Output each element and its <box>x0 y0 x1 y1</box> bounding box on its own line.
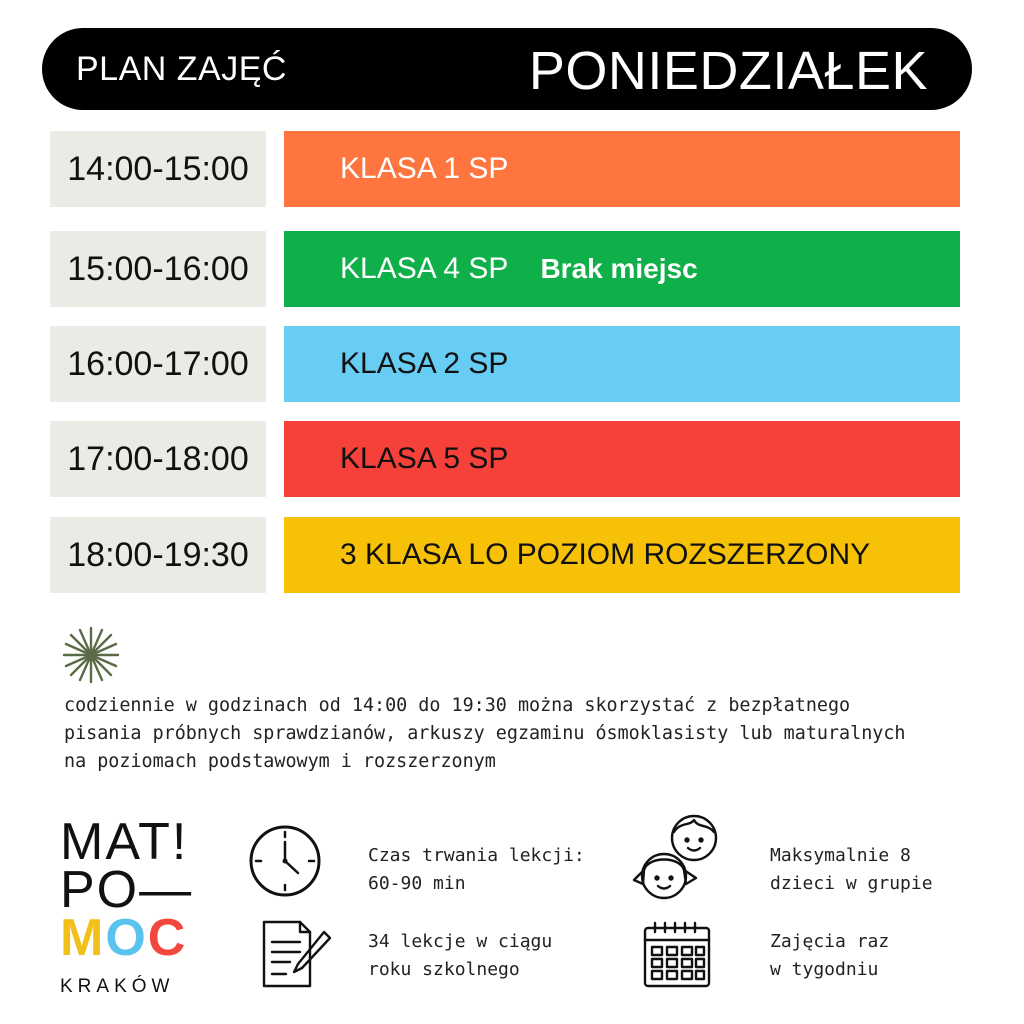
info-line: w tygodniu <box>770 959 879 980</box>
time-slot: 17:00-18:00 <box>50 421 266 497</box>
availability-note: Brak miejsc <box>540 253 698 284</box>
logo-letter: M <box>60 909 106 967</box>
note-line: codziennie w godzinach od 14:00 do 19:30 można skorzystać z bezpłatnego <box>64 695 851 716</box>
class-slot <box>284 421 960 497</box>
lessons-info <box>368 928 552 984</box>
header-bar <box>42 28 972 110</box>
note-line: pisania próbnych sprawdzianów, arkuszy egzaminu ósmoklasisty lub maturalnych <box>64 723 906 744</box>
info-line: 60-90 min <box>368 873 466 894</box>
info-line: Czas trwania lekcji: <box>368 845 585 866</box>
schedule-row <box>50 517 960 593</box>
duration-info <box>368 842 585 898</box>
logo-letter: C <box>147 909 188 967</box>
calendar-icon <box>642 920 712 990</box>
schedule-row <box>50 231 960 307</box>
class-slot <box>284 517 960 593</box>
info-line: dzieci w grupie <box>770 873 933 894</box>
class-label: KLASA 5 SP <box>340 442 509 475</box>
schedule-row <box>50 421 960 497</box>
asterisk-icon <box>62 626 120 684</box>
frequency-info <box>770 928 889 984</box>
class-label: 3 KLASA LO POZIOM ROZSZERZONY <box>340 538 871 571</box>
clock-icon <box>248 824 322 898</box>
document-pen-icon <box>258 918 334 990</box>
class-slot <box>284 326 960 402</box>
plan-title: PLAN ZAJĘĆ <box>76 50 287 88</box>
schedule-row <box>50 326 960 402</box>
time-slot: 16:00-17:00 <box>50 326 266 402</box>
info-line: Zajęcia raz <box>770 931 890 952</box>
logo-letter: O <box>105 909 148 967</box>
day-title: PONIEDZIAŁEK <box>528 41 928 101</box>
matipomoc-logo <box>60 813 200 998</box>
logo-line: MAT! <box>60 813 189 871</box>
class-label: KLASA 4 SP <box>340 252 509 285</box>
logo-line <box>60 909 200 967</box>
info-note <box>64 692 994 776</box>
logo-city: KRAKÓW <box>60 976 175 997</box>
class-label: KLASA 1 SP <box>340 152 509 185</box>
info-line: roku szkolnego <box>368 959 520 980</box>
group-info <box>770 842 933 898</box>
logo-line: PO— <box>60 861 194 919</box>
schedule-row <box>50 131 960 207</box>
class-slot <box>284 231 960 307</box>
time-slot: 15:00-16:00 <box>50 231 266 307</box>
class-slot <box>284 131 960 207</box>
info-line: Maksymalnie 8 <box>770 845 911 866</box>
time-slot: 18:00-19:30 <box>50 517 266 593</box>
time-slot: 14:00-15:00 <box>50 131 266 207</box>
children-icon <box>626 812 722 904</box>
note-line: na poziomach podstawowym i rozszerzonym <box>64 751 496 772</box>
class-label: KLASA 2 SP <box>340 347 509 380</box>
info-line: 34 lekcje w ciągu <box>368 931 553 952</box>
